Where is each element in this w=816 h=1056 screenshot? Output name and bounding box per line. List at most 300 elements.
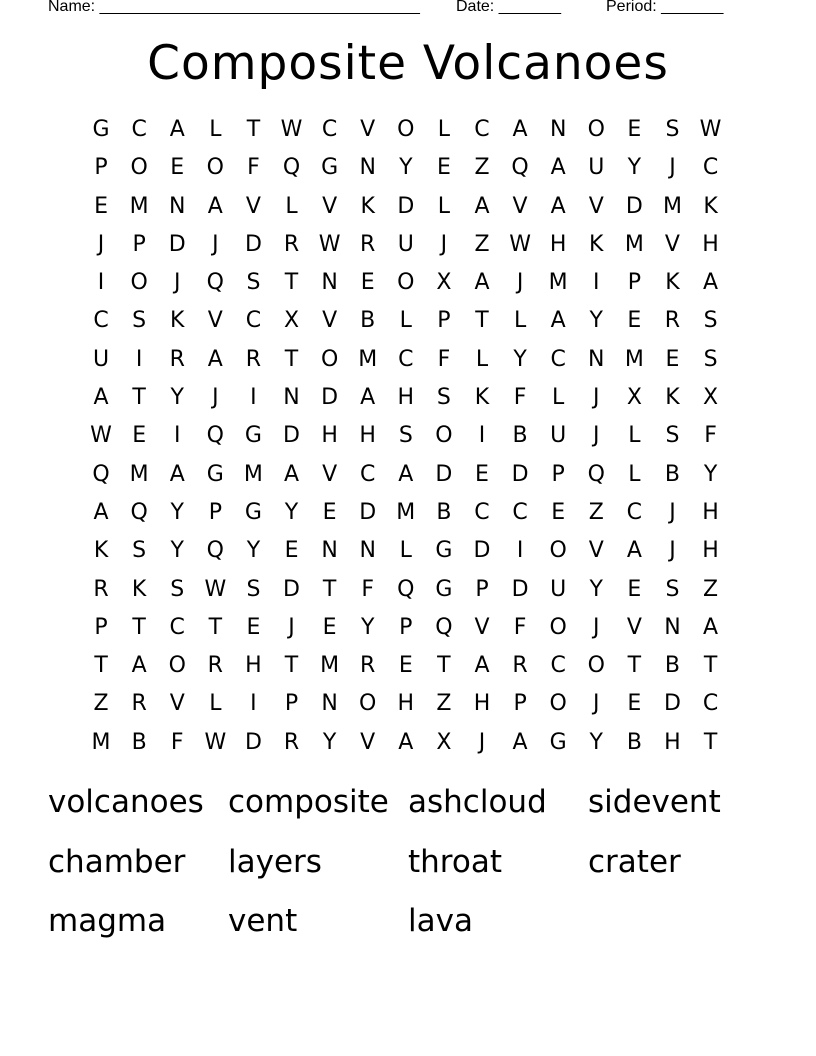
grid-letter: M xyxy=(624,231,644,257)
grid-letter: D xyxy=(435,461,453,487)
grid-letter: Y xyxy=(589,729,603,755)
grid-letter: A xyxy=(131,653,147,679)
grid-letter: U xyxy=(397,231,414,257)
grid-letter: B xyxy=(360,308,376,334)
grid-letter: G xyxy=(435,576,453,602)
grid-letter: E xyxy=(170,155,185,181)
grid-letter: H xyxy=(397,691,415,717)
grid-letter: C xyxy=(245,308,262,334)
grid-letter: S xyxy=(703,308,718,334)
grid-letter: K xyxy=(703,193,718,219)
grid-letter: P xyxy=(627,270,641,296)
grid-letter: L xyxy=(437,117,451,142)
letter-grid xyxy=(82,111,730,762)
grid-letter: Z xyxy=(474,155,490,181)
grid-letter: Q xyxy=(397,576,415,602)
grid-letter: M xyxy=(129,193,149,219)
grid-letter: Q xyxy=(511,155,529,181)
grid-letter: A xyxy=(512,729,528,755)
grid-letter: I xyxy=(135,346,143,372)
grid-letter: H xyxy=(702,231,719,257)
grid-letter: L xyxy=(628,423,641,449)
grid-letter: L xyxy=(285,193,298,219)
grid-letter: L xyxy=(475,346,489,372)
grid-letter: S xyxy=(132,538,147,564)
grid-letter: A xyxy=(474,193,490,219)
grid-letter: Y xyxy=(703,461,718,487)
grid-letter: L xyxy=(399,308,412,334)
grid-letter: K xyxy=(474,385,490,411)
grid-letter: D xyxy=(321,385,339,411)
grid-letter: B xyxy=(664,653,680,679)
grid-letter: A xyxy=(550,308,566,334)
grid-letter: J xyxy=(478,729,486,755)
grid-letter: V xyxy=(322,308,338,334)
grid-letter: A xyxy=(398,729,414,755)
grid-letter: V xyxy=(512,193,528,219)
grid-letter: N xyxy=(321,691,338,717)
grid-letter: P xyxy=(94,614,108,640)
grid-letter: Y xyxy=(170,538,184,564)
grid-letter: R xyxy=(207,653,223,679)
grid-letter: B xyxy=(512,423,528,449)
grid-letter: K xyxy=(93,538,109,564)
grid-letter: M xyxy=(396,499,416,525)
grid-letter: F xyxy=(513,385,527,411)
grid-letter: V xyxy=(664,231,680,257)
grid-letter: R xyxy=(245,346,262,372)
word-bank xyxy=(48,780,768,959)
grid-letter: Q xyxy=(435,614,453,640)
grid-letter: D xyxy=(397,193,415,219)
grid-letter: C xyxy=(702,691,719,717)
word-bank-item: layers xyxy=(228,843,322,880)
grid-letter: T xyxy=(132,614,146,640)
grid-letter: K xyxy=(665,270,680,296)
grid-letter: S xyxy=(170,576,185,602)
grid-letter: T xyxy=(703,729,718,755)
grid-letter: E xyxy=(436,155,451,181)
grid-letter: D xyxy=(244,729,262,755)
grid-letter: C xyxy=(550,346,566,372)
word-bank-item: ashcloud xyxy=(408,784,547,820)
grid-letter: P xyxy=(94,155,108,181)
grid-letter: G xyxy=(321,155,339,181)
grid-letter: D xyxy=(283,576,300,602)
grid-letter: T xyxy=(208,614,223,640)
word-bank-item: magma xyxy=(48,903,167,939)
grid-letter: D xyxy=(625,193,643,219)
grid-letter: S xyxy=(665,117,680,142)
grid-letter: K xyxy=(360,193,375,219)
grid-letter: W xyxy=(280,117,303,142)
grid-letter: F xyxy=(247,155,260,181)
grid-letter: P xyxy=(551,461,565,487)
grid-letter: N xyxy=(664,614,681,640)
grid-letter: O xyxy=(435,423,453,449)
grid-letter: X xyxy=(436,270,452,296)
grid-letter: J xyxy=(440,231,448,257)
grid-letter: X xyxy=(626,385,642,411)
grid-letter: U xyxy=(550,576,567,602)
grid-letter: X xyxy=(436,729,452,755)
grid-letter: H xyxy=(664,729,681,755)
grid-letter: D xyxy=(511,576,529,602)
grid-letter: J xyxy=(173,270,181,296)
grid-letter: Y xyxy=(399,155,413,181)
grid-letter: J xyxy=(212,231,219,257)
grid-letter: B xyxy=(131,729,147,755)
grid-letter: O xyxy=(397,270,415,296)
grid-letter: J xyxy=(288,614,295,640)
name-field: Name: ____________________________________ xyxy=(48,0,420,15)
grid-letter: O xyxy=(130,155,148,181)
grid-letter: Q xyxy=(92,461,110,487)
grid-letter: C xyxy=(398,346,414,372)
grid-letter: P xyxy=(132,231,146,257)
grid-letter: P xyxy=(208,499,222,525)
grid-letter: J xyxy=(516,270,524,296)
grid-letter: A xyxy=(169,117,185,142)
grid-letter: E xyxy=(665,346,680,372)
grid-letter: J xyxy=(593,614,600,640)
grid-letter: S xyxy=(703,346,718,372)
grid-letter: Y xyxy=(627,155,642,181)
grid-letter: T xyxy=(284,270,299,296)
grid-letter: Y xyxy=(322,729,337,755)
grid-letter: X xyxy=(283,308,300,334)
grid-letter: Q xyxy=(206,270,224,296)
grid-letter: V xyxy=(169,691,185,717)
word-bank-item: volcanoes xyxy=(48,784,204,820)
grid-letter: S xyxy=(132,308,147,334)
grid-letter: O xyxy=(549,614,567,640)
grid-letter: M xyxy=(662,193,682,219)
word-bank-item: composite xyxy=(228,784,389,820)
grid-letter: V xyxy=(360,117,376,142)
grid-letter: T xyxy=(475,308,489,334)
grid-letter: O xyxy=(549,691,567,717)
grid-letter: A xyxy=(703,614,719,640)
grid-letter: A xyxy=(512,117,528,142)
grid-letter: H xyxy=(549,231,567,257)
grid-letter: A xyxy=(398,461,414,487)
grid-letter: F xyxy=(170,729,184,755)
grid-letter: B xyxy=(664,461,680,487)
grid-letter: D xyxy=(283,423,300,449)
grid-letter: C xyxy=(512,499,528,525)
grid-letter: N xyxy=(169,193,186,219)
grid-letter: D xyxy=(359,499,377,525)
grid-letter: R xyxy=(93,576,109,602)
word-bank-item: vent xyxy=(228,903,298,939)
grid-letter: Y xyxy=(589,308,603,334)
grid-letter: F xyxy=(361,576,375,602)
grid-letter: A xyxy=(360,385,376,411)
grid-letter: S xyxy=(665,576,680,602)
grid-letter: M xyxy=(91,729,111,755)
grid-letter: U xyxy=(588,155,605,181)
grid-letter: R xyxy=(169,346,185,372)
word-bank-item: throat xyxy=(408,843,502,880)
word-bank-item: chamber xyxy=(48,843,186,880)
grid-letter: F xyxy=(437,346,451,372)
grid-letter: X xyxy=(703,385,719,411)
grid-letter: G xyxy=(206,461,224,487)
grid-letter: V xyxy=(588,538,604,564)
grid-letter: V xyxy=(245,193,261,219)
grid-letter: E xyxy=(398,653,413,679)
grid-letter: Q xyxy=(206,538,224,564)
word-bank-item: lava xyxy=(408,903,473,939)
grid-letter: E xyxy=(551,499,566,525)
grid-letter: U xyxy=(92,346,110,372)
grid-letter: N xyxy=(283,385,300,411)
grid-letter: V xyxy=(322,461,338,487)
grid-letter: E xyxy=(475,461,489,487)
grid-letter: E xyxy=(322,614,337,640)
grid-letter: V xyxy=(322,193,338,219)
grid-letter: M xyxy=(548,270,568,296)
grid-letter: J xyxy=(669,538,676,564)
grid-letter: I xyxy=(173,423,181,449)
grid-letter: E xyxy=(627,691,642,717)
grid-letter: C xyxy=(474,117,490,142)
grid-letter: Y xyxy=(170,385,184,411)
grid-letter: H xyxy=(702,538,719,564)
grid-letter: A xyxy=(283,461,300,487)
grid-letter: I xyxy=(250,385,257,411)
grid-letter: L xyxy=(513,308,527,334)
grid-letter: Q xyxy=(282,155,301,181)
grid-letter: L xyxy=(209,691,222,717)
grid-letter: A xyxy=(93,385,109,411)
grid-letter: A xyxy=(93,499,109,525)
grid-letter: N xyxy=(588,346,605,372)
date-field: Date: _______ xyxy=(456,0,561,15)
word-bank-item: sidevent xyxy=(588,784,721,820)
grid-letter: K xyxy=(589,231,604,257)
grid-letter: A xyxy=(626,538,642,564)
grid-letter: P xyxy=(475,576,489,602)
grid-letter: J xyxy=(212,385,219,411)
grid-letter: B xyxy=(626,729,642,755)
grid-letter: J xyxy=(593,691,600,717)
grid-letter: C xyxy=(93,308,109,334)
grid-letter: N xyxy=(359,538,376,564)
header-fields xyxy=(48,0,748,18)
grid-letter: I xyxy=(516,538,524,564)
grid-letter: S xyxy=(436,385,451,411)
grid-letter: L xyxy=(552,385,565,411)
grid-letter: Y xyxy=(284,499,299,525)
grid-letter: F xyxy=(513,614,527,640)
grid-letter: C xyxy=(360,461,376,487)
grid-letter: E xyxy=(284,538,299,564)
grid-letter: Q xyxy=(206,423,224,449)
grid-letter: H xyxy=(473,691,491,717)
grid-letter: V xyxy=(626,614,642,640)
grid-letter: A xyxy=(550,193,566,219)
grid-letter: E xyxy=(322,499,337,525)
grid-letter: G xyxy=(244,423,262,449)
grid-letter: G xyxy=(435,538,453,564)
grid-letter: G xyxy=(549,729,567,755)
grid-letter: O xyxy=(206,155,224,181)
grid-letter: Z xyxy=(588,499,604,525)
grid-letter: P xyxy=(513,691,527,717)
grid-letter: S xyxy=(246,576,261,602)
grid-letter: O xyxy=(168,653,186,679)
grid-letter: P xyxy=(437,308,451,334)
grid-letter: R xyxy=(131,691,147,717)
grid-letter: M xyxy=(243,461,263,487)
grid-letter: E xyxy=(132,423,147,449)
grid-letter: L xyxy=(628,461,641,487)
grid-letter: L xyxy=(437,193,451,219)
grid-letter: P xyxy=(284,691,299,717)
grid-letter: A xyxy=(474,270,490,296)
grid-letter: N xyxy=(321,538,338,564)
grid-letter: W xyxy=(204,576,227,602)
grid-letter: R xyxy=(283,729,300,755)
grid-letter: Q xyxy=(130,499,148,525)
grid-letter: O xyxy=(320,346,339,372)
grid-letter: T xyxy=(437,653,451,679)
grid-letter: T xyxy=(94,653,108,679)
grid-letter: N xyxy=(321,270,338,296)
grid-letter: L xyxy=(209,117,222,142)
grid-letter: C xyxy=(169,614,185,640)
grid-letter: I xyxy=(593,270,600,296)
grid-letter: H xyxy=(245,653,262,679)
grid-letter: W xyxy=(204,729,227,755)
grid-letter: O xyxy=(130,270,148,296)
grid-letter: H xyxy=(359,423,376,449)
grid-letter: R xyxy=(360,653,376,679)
grid-letter: J xyxy=(593,385,600,411)
grid-letter: J xyxy=(669,499,676,525)
grid-letter: E xyxy=(94,193,108,219)
grid-letter: H xyxy=(321,423,338,449)
grid-letter: E xyxy=(246,614,261,640)
grid-letter: V xyxy=(207,308,223,334)
grid-letter: O xyxy=(549,538,567,564)
grid-letter: R xyxy=(512,653,528,679)
grid-letter: U xyxy=(550,423,567,449)
grid-letter: V xyxy=(474,614,490,640)
grid-letter: O xyxy=(587,653,605,679)
grid-letter: A xyxy=(207,346,223,372)
grid-letter: Y xyxy=(589,576,603,602)
grid-letter: B xyxy=(436,499,452,525)
grid-letter: O xyxy=(359,691,377,717)
grid-letter: G xyxy=(244,499,262,525)
grid-letter: I xyxy=(250,691,257,717)
grid-letter: E xyxy=(627,308,642,334)
grid-letter: J xyxy=(593,423,600,449)
grid-letter: H xyxy=(397,385,415,411)
grid-letter: N xyxy=(549,117,567,142)
grid-letter: E xyxy=(627,117,642,142)
grid-letter: T xyxy=(284,346,299,372)
grid-letter: E xyxy=(627,576,642,602)
grid-letter: Z xyxy=(436,691,452,717)
grid-letter: C xyxy=(550,653,566,679)
grid-letter: T xyxy=(132,385,146,411)
grid-letter: S xyxy=(665,423,680,449)
grid-letter: C xyxy=(626,499,643,525)
grid-letter: P xyxy=(399,614,413,640)
grid-letter: A xyxy=(207,193,223,219)
grid-letter: W xyxy=(699,117,722,142)
grid-letter: Z xyxy=(703,576,719,602)
grid-letter: K xyxy=(131,576,147,602)
page-title: Composite Volcanoes xyxy=(147,36,669,91)
grid-letter: D xyxy=(473,538,491,564)
grid-letter: Y xyxy=(360,614,375,640)
grid-letter: A xyxy=(703,270,719,296)
grid-letter: M xyxy=(129,461,149,487)
grid-letter: R xyxy=(360,231,376,257)
grid-letter: D xyxy=(168,231,186,257)
period-field: Period: _______ xyxy=(606,0,724,15)
grid-letter: R xyxy=(283,231,300,257)
grid-letter: M xyxy=(320,653,340,679)
grid-letter: T xyxy=(246,117,261,142)
grid-letter: D xyxy=(663,691,681,717)
grid-letter: Y xyxy=(170,499,184,525)
grid-letter: Y xyxy=(246,538,261,564)
grid-letter: O xyxy=(397,117,415,142)
grid-letter: A xyxy=(474,653,490,679)
grid-letter: L xyxy=(399,538,412,564)
grid-letter: V xyxy=(588,193,604,219)
grid-letter: A xyxy=(550,155,566,181)
grid-letter: E xyxy=(360,270,375,296)
word-bank-item: crater xyxy=(588,843,681,880)
grid-letter: H xyxy=(702,499,719,525)
grid-letter: C xyxy=(474,499,490,525)
grid-letter: T xyxy=(703,653,718,679)
grid-letter: J xyxy=(669,155,676,181)
grid-letter: J xyxy=(97,231,105,257)
grid-letter: W xyxy=(90,423,112,449)
grid-letter: A xyxy=(169,461,185,487)
grid-letter: N xyxy=(359,155,376,181)
grid-letter: C xyxy=(321,117,338,142)
grid-letter: T xyxy=(322,576,337,602)
grid-letter: K xyxy=(665,385,680,411)
grid-letter: D xyxy=(244,231,262,257)
grid-letter: S xyxy=(246,270,261,296)
grid-letter: O xyxy=(587,117,605,142)
grid-letter: G xyxy=(92,117,110,142)
grid-letter: M xyxy=(624,346,644,372)
grid-letter: M xyxy=(358,346,378,372)
grid-letter: S xyxy=(398,423,413,449)
grid-letter: W xyxy=(318,231,341,257)
grid-letter: W xyxy=(509,231,531,257)
grid-letter: Z xyxy=(93,691,109,717)
grid-letter: T xyxy=(627,653,642,679)
grid-letter: Z xyxy=(474,231,490,257)
grid-letter: Y xyxy=(513,346,527,372)
grid-letter: D xyxy=(511,461,529,487)
grid-letter: C xyxy=(702,155,719,181)
grid-letter: V xyxy=(360,729,376,755)
grid-letter: K xyxy=(170,308,185,334)
